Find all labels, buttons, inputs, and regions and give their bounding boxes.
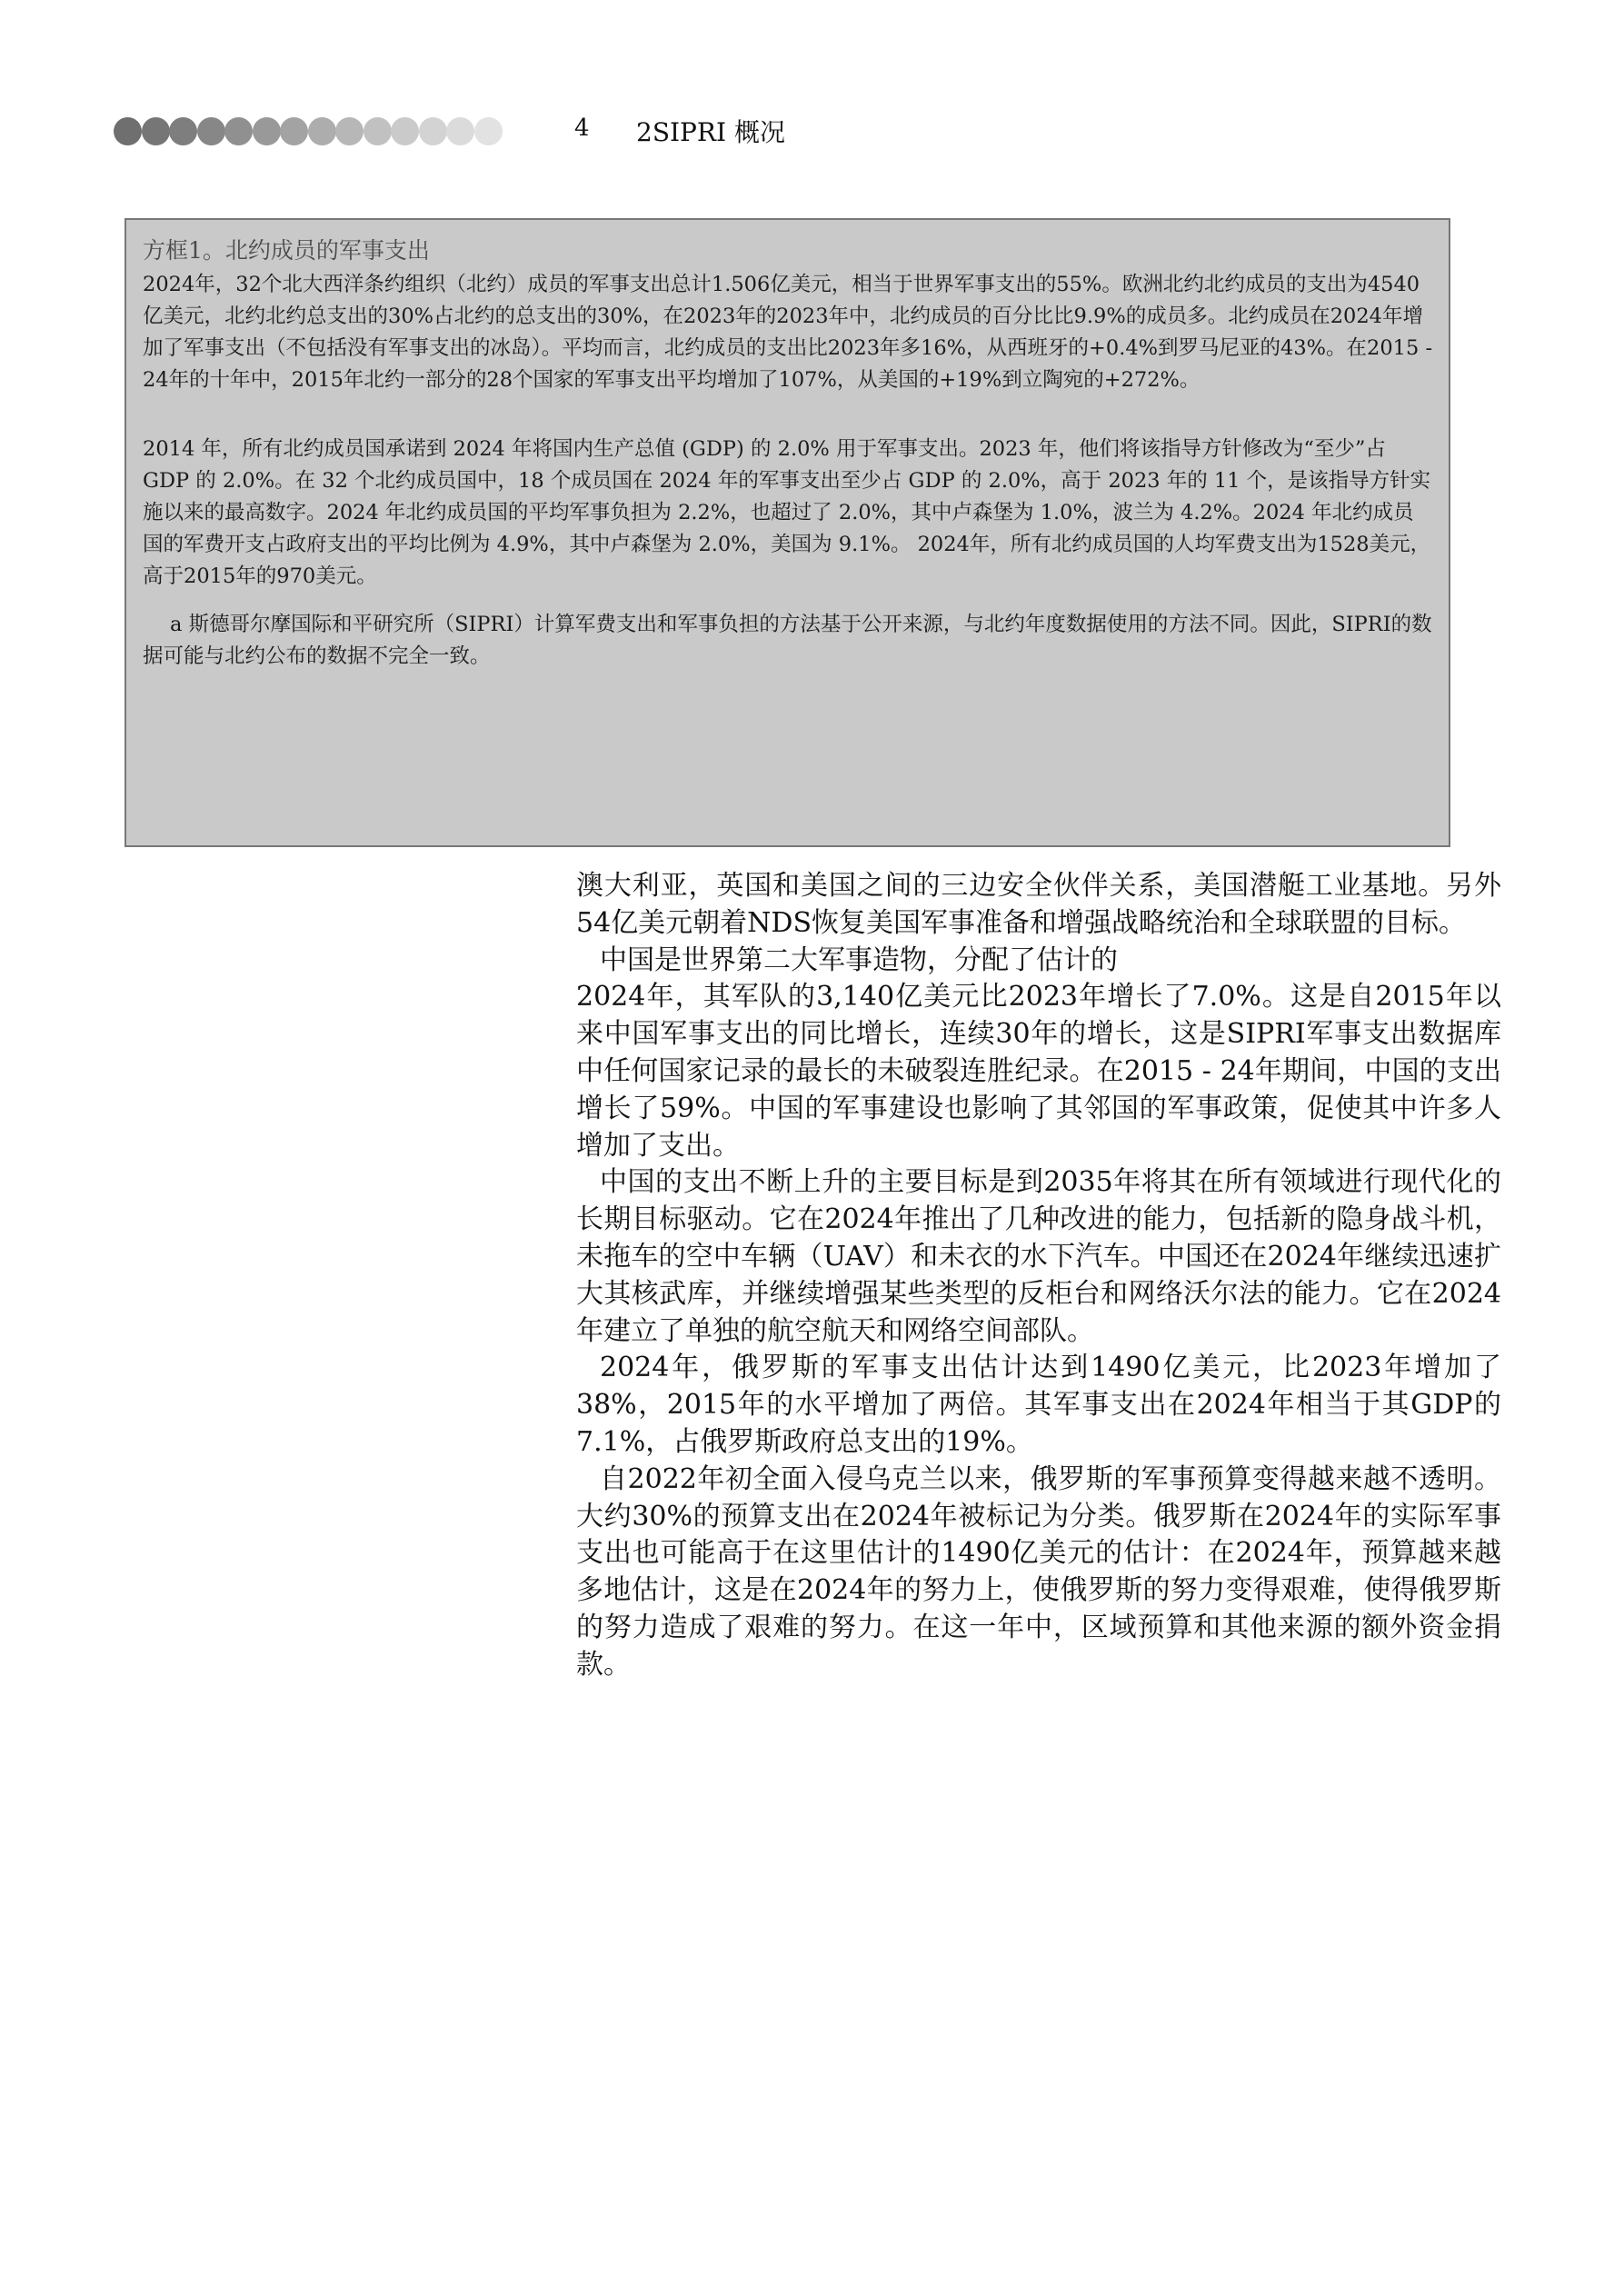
decorative-dot xyxy=(419,117,447,145)
decorative-dot xyxy=(474,117,503,145)
body-paragraph-3: 中国的支出不断上升的主要目标是到2035年将其在所有领域进行现代化的长期目标驱动。它在2024年推出了几种改进的能力，包括新的隐身战斗机，未拖车的空中车辆（UAV）和未衣的水下汽车。中国还在2024年继续迅速扩大其核武库，并继续增强某些类型的反柜台和网络沃尔法的能力。它在2024年建立了单独的航空航天和网络空间部队。 xyxy=(576,1166,1501,1347)
body-paragraph-4: 2024年，俄罗斯的军事支出估计达到1490亿美元，比2023年增加了38%，2015年的水平增加了两倍。其军事支出在2024年相当于其GDP的7.1%，占俄罗斯政府总支出的19%。 xyxy=(576,1352,1501,1458)
running-title: 2SIPRI 概况 xyxy=(636,117,785,147)
decorative-dot xyxy=(446,117,474,145)
body-paragraph-1: 澳大利亚，英国和美国之间的三边安全伙伴关系，美国潜艇工业基地。另外54亿美元朝着NDS恢复美国军事准备和增强战略统治和全球联盟的目标。 xyxy=(576,870,1501,939)
decorative-dot xyxy=(224,117,253,145)
box-title: 方框1。北约成员的军事支出 xyxy=(143,237,430,264)
body-paragraph-5: 自2022年初全面入侵乌克兰以来，俄罗斯的军事预算变得越来越不透明。大约30%的预算支出在2024年被标记为分类。俄罗斯在2024年的实际军事支出也可能高于在这里估计的1490亿美元的估计：在2024年，预算越来越多地估计，这是在2024年的努力上，使俄罗斯的努力变得艰难，使得俄罗斯的努力造成了艰难的努力。在这一年中，区域预算和其他来源的额外资金捐款。 xyxy=(576,1462,1501,1681)
box-paragraph-1: 2024年，32个北大西洋条约组织（北约）成员的军事支出总计1.506亿美元，相当于世界军事支出的55%。欧洲北约北约成员的支出为4540亿美元，北约北约总支出的30%占北约的总支出的30%，在2023年的2023年中，北约成员的百分比比9.9%的成员多。北约成员在2024年增加了军事支出（不包括没有军事支出的冰岛）。平均而言，北约成员的支出比2023年多16%，从西班牙的+0.4%到罗马尼亚的43%。在2015 - 24年的十年中，2015年北约一部分的28个国家的军事支出平均增加了107%，从美国的+19%到立陶宛的+272%。 xyxy=(143,273,1433,392)
decorative-dot xyxy=(142,117,170,145)
decorative-dot xyxy=(364,117,392,145)
body-paragraph-2-continued: 2024年，其军队的3,140亿美元比2023年增长了7.0%。这是自2015年以来中国军事支出的同比增长，连续30年的增长，这是SIPRI军事支出数据库中任何国家记录的最长的未破裂连胜纪录。在2015 - 24年期间，中国的支出增长了59%。中国的军事建设也影响了其邻国的军事政策，促使其中许多人增加了支出。 xyxy=(576,981,1501,1162)
decorative-dot xyxy=(335,117,364,145)
page-header xyxy=(0,0,1624,182)
box-paragraph-2: 2014 年，所有北约成员国承诺到 2024 年将国内生产总值 (GDP) 的 2.0% 用于军事支出。2023 年，他们将该指导方针修改为“至少”占 GDP 的 2.0%。在 32 个北约成员国中，18 个成员国在 2024 年的军事支出至少占 GDP 的 2.0%，高于 2023 年的 11 个，是该指导方针实施以来的最高数字。2024 年北约成员国的平均军事负担为 2.2%，也超过了 2.0%，其中卢森堡为 1.0%，波兰为 4.2%。2024 年北约成员国的军费开支占政府支出的平均比例为 4.9%，其中卢森堡为 2.0%，美国为 9.1%。 2024年，所有北约成员国的人均军费支出为1528美元，高于2015年的970美元。 xyxy=(143,437,1431,588)
decorative-dot xyxy=(280,117,308,145)
body-paragraph-2-first-line: 中国是世界第二大军事造物，分配了估计的 xyxy=(600,943,1118,976)
decorative-dot xyxy=(169,117,197,145)
decorative-dot xyxy=(197,117,225,145)
sidebar-box-nato-spending xyxy=(125,218,1450,847)
decorative-dot xyxy=(253,117,281,145)
decorative-dot xyxy=(114,117,142,145)
main-text-column xyxy=(576,868,1501,1684)
page-number: 4 xyxy=(574,115,590,142)
decorative-dot xyxy=(391,117,419,145)
decorative-dot xyxy=(308,117,336,145)
box-footnote: a 斯德哥尔摩国际和平研究所（SIPRI）计算军费支出和军事负担的方法基于公开来源，与北约年度数据使用的方法不同。因此，SIPRI的数据可能与北约公布的数据不完全一致。 xyxy=(143,613,1432,668)
